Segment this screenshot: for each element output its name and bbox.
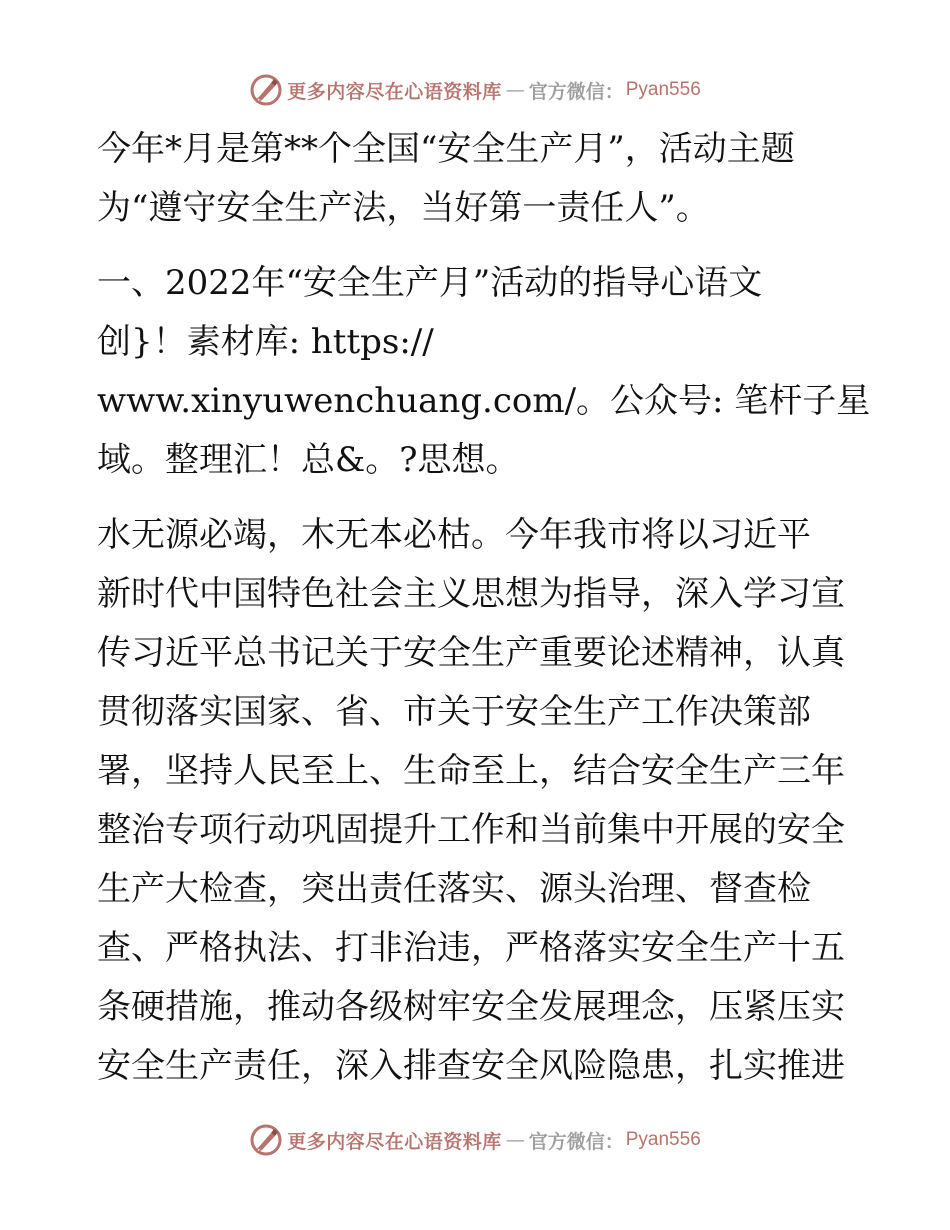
text-line: 贯彻落实国家、省、市关于安全生产工作决策部 xyxy=(97,692,811,732)
header-banner xyxy=(0,70,950,110)
paragraph-section-heading xyxy=(97,254,871,490)
wechat-id: Pyan556 xyxy=(625,1129,701,1150)
text-line: 生产大检查，突出责任落实、源头治理、督查检 xyxy=(97,869,811,909)
pen-logo-icon xyxy=(249,73,283,107)
banner-separator: — xyxy=(505,79,525,101)
text-line: www.xinyuwenchuang.com/。公众号: 笔杆子星 xyxy=(97,381,871,421)
paragraph-body xyxy=(97,506,857,1096)
text-line: 署，坚持人民至上、生命至上，结合安全生产三年 xyxy=(97,751,845,791)
text-line: 今年*月是第**个全国“安全生产月”，活动主题 xyxy=(97,129,795,169)
text-line: 条硬措施，推动各级树牢安全发展理念，压紧压实 xyxy=(97,987,845,1027)
banner-text: 更多内容尽在心语资料库 xyxy=(287,1130,502,1153)
text-line: 创}！素材库: https:// xyxy=(97,322,434,362)
text-line: 域。整理汇！总&。?思想。 xyxy=(97,440,520,480)
wechat-label: 官方微信： xyxy=(528,1130,624,1153)
text-line: 新时代中国特色社会主义思想为指导，深入学习宣 xyxy=(97,574,845,614)
text-line: 整治专项行动巩固提升工作和当前集中开展的安全 xyxy=(97,810,845,850)
text-line: 传习近平总书记关于安全生产重要论述精神，认真 xyxy=(97,633,845,673)
wechat-label: 官方微信： xyxy=(528,80,624,103)
text-line: 查、严格执法、打非治违，严格落实安全生产十五 xyxy=(97,928,845,968)
document-body xyxy=(97,120,871,1096)
paragraph-intro xyxy=(97,120,857,238)
pen-logo-icon xyxy=(249,1123,283,1157)
text-line: 一、2022年“安全生产月”活动的指导心语文 xyxy=(97,263,763,303)
banner-text: 更多内容尽在心语资料库 xyxy=(287,80,502,103)
text-line: 水无源必竭，木无本必枯。今年我市将以习近平 xyxy=(97,515,811,555)
wechat-id: Pyan556 xyxy=(625,79,701,100)
text-line: 为“遵守安全生产法，当好第一责任人”。 xyxy=(97,188,710,228)
text-line: 安全生产责任，深入排查安全风险隐患，扎实推进 xyxy=(97,1046,845,1086)
footer-banner xyxy=(0,1120,950,1160)
banner-separator: — xyxy=(505,1129,525,1151)
